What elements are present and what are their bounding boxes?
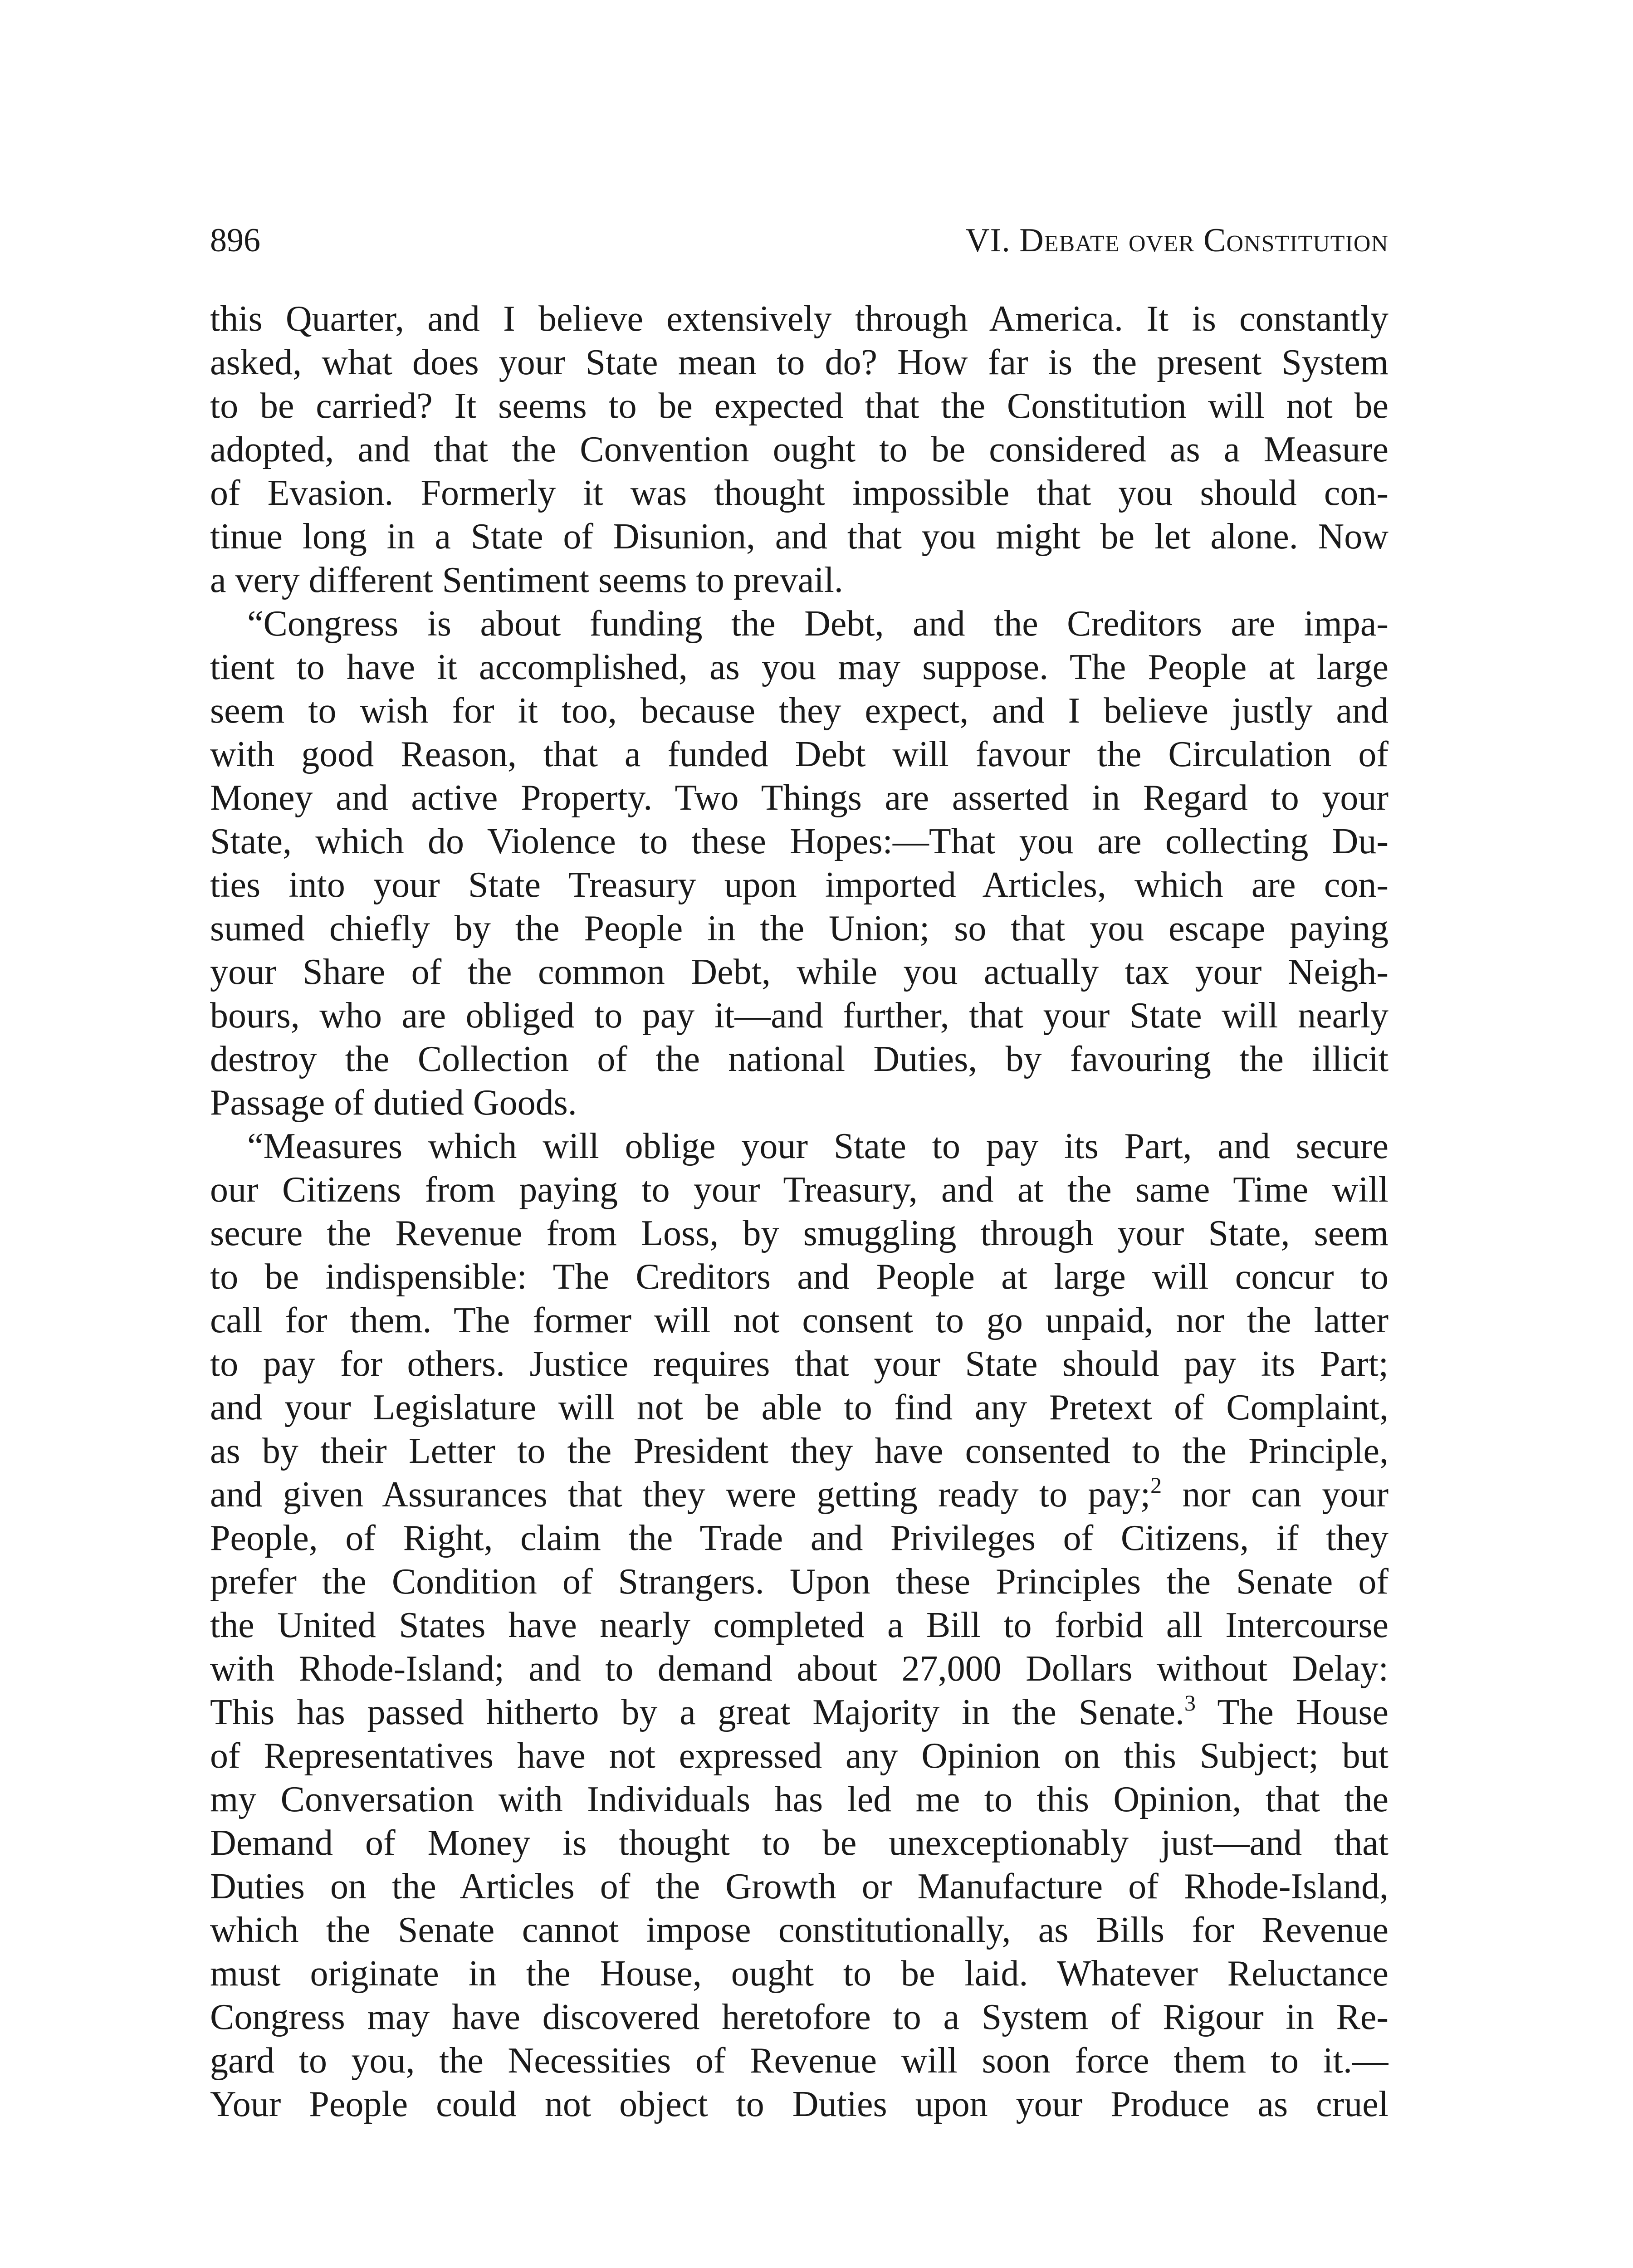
text-line-with-footnote [210,1473,1389,1516]
text-line: to be indispensible: The Creditors and People at large will concur to [210,1257,1389,1297]
text-line: Passage of dutied Goods. [210,1083,577,1123]
text-line: asked, what does your State mean to do? How far is the present System [210,342,1389,382]
body-text [210,297,1389,2126]
text-line: your Share of the common Debt, while you actually tax your Neigh- [210,952,1389,992]
text-segment: The House [1195,1692,1389,1732]
text-line: Duties on the Articles of the Growth or Manufacture of Rhode-Island, [210,1867,1389,1906]
text-line: must originate in the House, ought to be laid. Whatever Reluctance [210,1954,1389,1994]
text-segment: nor can your [1162,1475,1389,1515]
footnote-marker[interactable]: 2 [1150,1473,1162,1498]
text-line: Demand of Money is thought to be unexceptionably just—and that [210,1823,1389,1863]
text-segment: This has passed hitherto by a great Majority in the Senate. [210,1692,1184,1732]
text-line: Money and active Property. Two Things are asserted in Regard to your [210,778,1389,818]
text-line: the United States have nearly completed a Bill to forbid all Intercourse [210,1605,1389,1645]
text-line: with good Reason, that a funded Debt will favour the Circulation of [210,734,1389,774]
text-line: of Evasion. Formerly it was thought impossible that you should con- [210,473,1389,513]
text-line: destroy the Collection of the national Duties, by favouring the illicit [210,1039,1389,1079]
text-line: with Rhode-Island; and to demand about 27,000 Dollars without Delay: [210,1649,1389,1689]
text-line: Congress may have discovered heretofore to a System of Rigour in Re- [210,1997,1389,2037]
text-line-with-footnote [210,1691,1389,1734]
text-line: tinue long in a State of Disunion, and that you might be let alone. Now [210,517,1389,557]
text-line: and your Legislature will not be able to find any Pretext of Complaint, [210,1388,1389,1427]
text-line: call for them. The former will not consent to go unpaid, nor the latter [210,1300,1389,1340]
text-line: State, which do Violence to these Hopes:—That you are collecting Du- [210,821,1389,861]
text-line: of Representatives have not expressed any Opinion on this Subject; but [210,1736,1389,1776]
text-line: sumed chiefly by the People in the Union; so that you escape paying [210,909,1389,948]
text-line: Your People could not object to Duties upon your Produce as cruel [210,2084,1389,2124]
text-line: a very different Sentiment seems to prevail. [210,560,843,600]
text-line: seem to wish for it too, because they expect, and I believe justly and [210,691,1389,731]
text-line: ties into your State Treasury upon imported Articles, which are con- [210,865,1389,905]
text-line: People, of Right, claim the Trade and Privileges of Citizens, if they [210,1518,1389,1558]
text-line: prefer the Condition of Strangers. Upon these Principles the Senate of [210,1562,1389,1602]
text-line: to be carried? It seems to be expected that the Constitution will not be [210,386,1389,426]
text-line: bours, who are obliged to pay it—and further, that your State will nearly [210,996,1389,1036]
text-line: our Citizens from paying to your Treasury, and at the same Time will [210,1170,1389,1210]
text-line: adopted, and that the Convention ought to be considered as a Measure [210,430,1389,469]
text-line: gard to you, the Necessities of Revenue will soon force them to it.— [210,2041,1389,2081]
text-line: secure the Revenue from Loss, by smuggling through your State, seem [210,1213,1389,1253]
footnote-marker[interactable]: 3 [1184,1691,1196,1716]
paragraph-start-line: “Measures which will oblige your State to pay its Part, and secure [247,1126,1389,1166]
text-line: tient to have it accomplished, as you may suppose. The People at large [210,647,1389,687]
running-head [210,218,1389,263]
text-line: to pay for others. Justice requires that your State should pay its Part; [210,1344,1389,1384]
text-line: my Conversation with Individuals has led me to this Opinion, that the [210,1779,1389,1819]
text-line: which the Senate cannot impose constitutionally, as Bills for Revenue [210,1910,1389,1950]
text-line: as by their Letter to the President they have consented to the Principle, [210,1431,1389,1471]
page-number: 896 [210,222,260,259]
section-title: VI. Debate over Constitution [965,222,1389,259]
paragraph-start-line: “Congress is about funding the Debt, and the Creditors are impa- [247,604,1389,644]
text-line: this Quarter, and I believe extensively through America. It is constantly [210,299,1389,339]
text-segment: and given Assurances that they were getting ready to pay; [210,1475,1151,1515]
